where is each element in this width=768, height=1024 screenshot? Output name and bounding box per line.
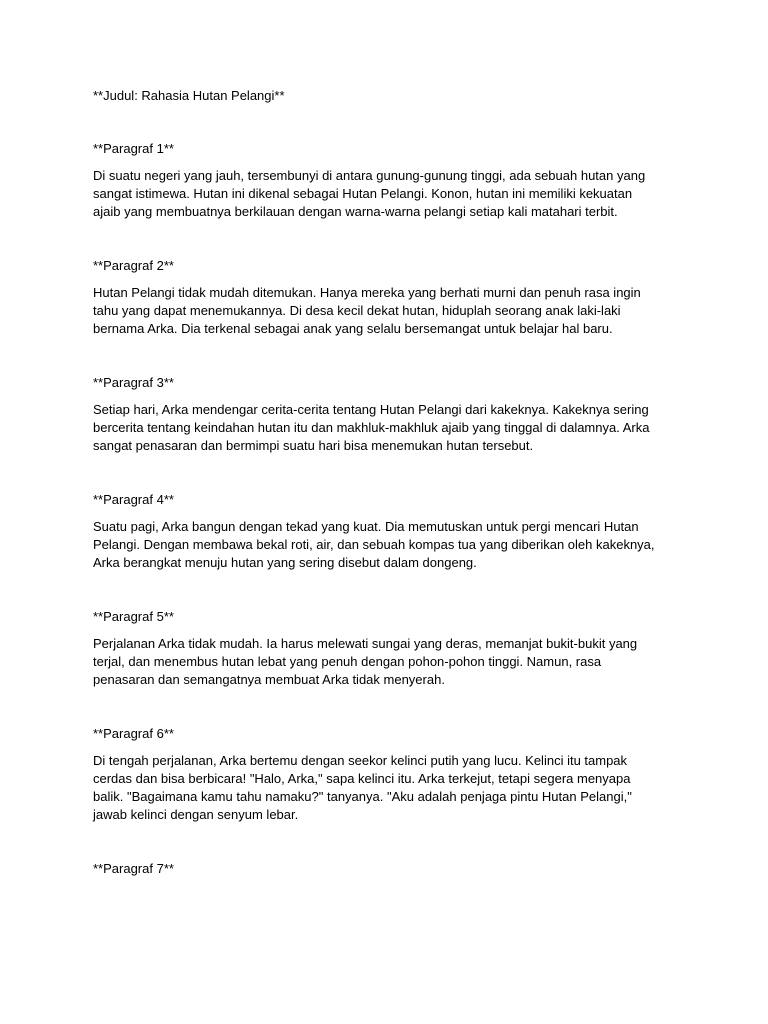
section-heading-3: **Paragraf 3** <box>93 375 174 390</box>
document-title: **Judul: Rahasia Hutan Pelangi** <box>93 88 285 103</box>
paragraph-line: cerdas dan bisa berbicara! "Halo, Arka," sapa kelinci itu. Arka terkejut, tetapi segera menyapa <box>93 771 631 786</box>
paragraph-line: Suatu pagi, Arka bangun dengan tekad yang kuat. Dia memutuskan untuk pergi mencari Hutan <box>93 519 639 534</box>
paragraph-line: Di tengah perjalanan, Arka bertemu dengan seekor kelinci putih yang lucu. Kelinci itu tampak <box>93 753 628 768</box>
paragraph-line: sangat penasaran dan bermimpi suatu hari bisa menemukan hutan tersebut. <box>93 438 534 453</box>
section-heading-4: **Paragraf 4** <box>93 492 174 507</box>
section-heading-2: **Paragraf 2** <box>93 258 174 273</box>
paragraph-line: Pelangi. Dengan membawa bekal roti, air, dan sebuah kompas tua yang diberikan oleh kakeknya, <box>93 537 655 552</box>
paragraph-6 <box>93 752 683 824</box>
section-heading-6: **Paragraf 6** <box>93 726 174 741</box>
paragraph-line: bernama Arka. Dia terkenal sebagai anak yang selalu bersemangat untuk belajar hal baru. <box>93 321 613 336</box>
paragraph-line: bercerita tentang keindahan hutan itu dan makhluk-makhluk ajaib yang tinggal di dalamnya. Arka <box>93 420 650 435</box>
paragraph-line: terjal, dan menembus hutan lebat yang penuh dengan pohon-pohon tinggi. Namun, rasa <box>93 654 602 669</box>
paragraph-1 <box>93 167 683 221</box>
paragraph-line: ajaib yang membuatnya berkilauan dengan warna-warna pelangi setiap kali matahari terbit. <box>93 204 618 219</box>
paragraph-line: Di suatu negeri yang jauh, tersembunyi di antara gunung-gunung tinggi, ada sebuah hutan yang <box>93 168 646 183</box>
paragraph-line: tahu yang dapat menemukannya. Di desa kecil dekat hutan, hiduplah seorang anak laki-laki <box>93 303 621 318</box>
paragraph-5 <box>93 635 683 689</box>
section-heading-7: **Paragraf 7** <box>93 861 174 876</box>
document-body <box>93 87 683 887</box>
paragraph-2 <box>93 284 683 338</box>
paragraph-line: penasaran dan semangatnya membuat Arka tidak menyerah. <box>93 672 445 687</box>
paragraph-3 <box>93 401 683 455</box>
paragraph-line: Arka berangkat menuju hutan yang sering disebut dalam dongeng. <box>93 555 477 570</box>
section-heading-5: **Paragraf 5** <box>93 609 174 624</box>
paragraph-line: Hutan Pelangi tidak mudah ditemukan. Hanya mereka yang berhati murni dan penuh rasa ingin <box>93 285 641 300</box>
paragraph-line: sangat istimewa. Hutan ini dikenal sebagai Hutan Pelangi. Konon, hutan ini memiliki kekuatan <box>93 186 633 201</box>
paragraph-line: Setiap hari, Arka mendengar cerita-cerita tentang Hutan Pelangi dari kakeknya. Kakeknya sering <box>93 402 649 417</box>
paragraph-line: balik. "Bagaimana kamu tahu namaku?" tanyanya. "Aku adalah penjaga pintu Hutan Pelangi," <box>93 789 632 804</box>
section-heading-1: **Paragraf 1** <box>93 141 174 156</box>
paragraph-4 <box>93 518 683 572</box>
paragraph-line: jawab kelinci dengan senyum lebar. <box>93 807 299 822</box>
paragraph-line: Perjalanan Arka tidak mudah. Ia harus melewati sungai yang deras, memanjat bukit-bukit yang <box>93 636 638 651</box>
